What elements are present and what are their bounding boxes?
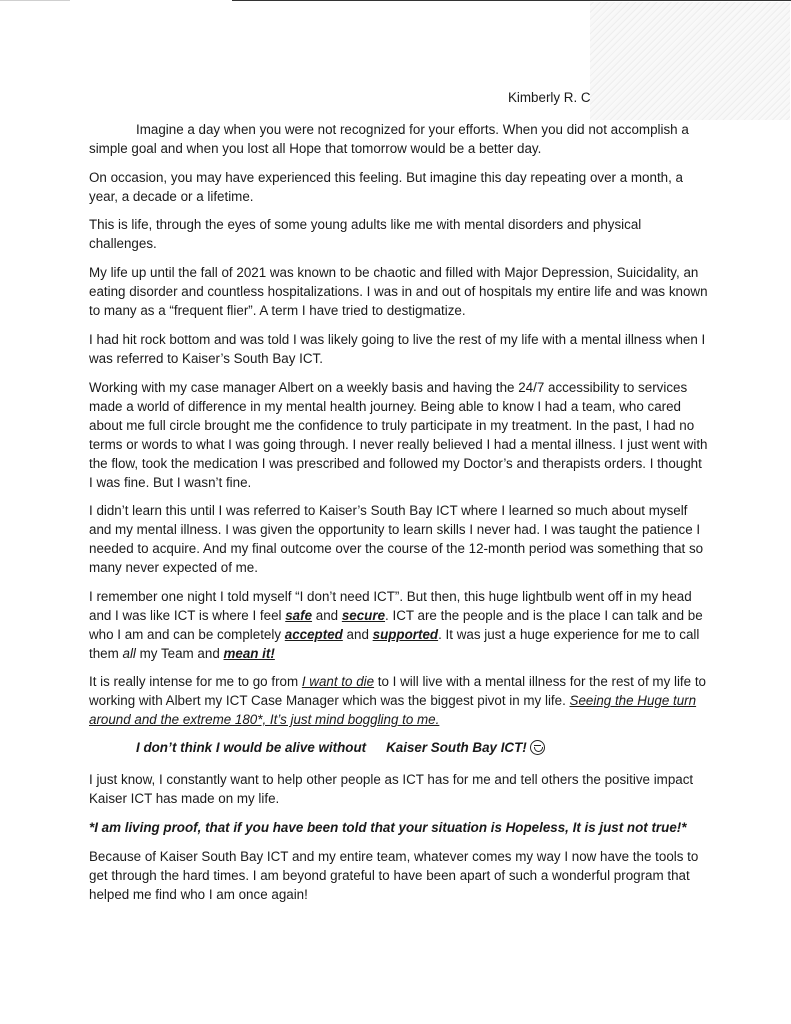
- paragraph-case-manager: Working with my case manager Albert on a weekly basis and having the 24/7 accessibility to services made a world of difference in my mental health journey. Being able to know I had a team, who cared about me full circle brought me the confidence to truly participate in my treatment. In the past, I had no terms or words to what I was going through. I never really believed I had a mental illness. I just went with the flow, took the medication I was prescribed and followed my Doctor’s and therapists orders. I thought I was fine. But I wasn’t fine.: [89, 380, 708, 490]
- paragraph-grateful: Because of Kaiser South Bay ICT and my entire team, whatever comes my way I now have the tools to get through the hard times. I am beyond grateful to have been apart of such a wonderful program that helped me find who I am once again!: [89, 849, 699, 902]
- redaction-smudge: [590, 2, 790, 120]
- paragraph-lightbulb: [89, 587, 709, 663]
- emphasis-secure: secure: [341, 608, 386, 623]
- paragraph-life: This is life, through the eyes of some young adults like me with mental disorders and physical challenges.: [89, 217, 642, 251]
- emphasis-safe: safe: [285, 608, 313, 623]
- paragraph-learning: I didn’t learn this until I was referred to Kaiser’s South Bay ICT where I learned so much about myself and my mental illness. I was given the opportunity to learn skills I never had. I was taught the patience I needed to acquire. And my final outcome over the course of the 12-month period was something that so many never expected of me.: [89, 503, 704, 575]
- emphasis-all: all: [122, 646, 136, 661]
- text-run: my Team and: [135, 646, 224, 661]
- text-run: I remember one night I told myself “I don’t need ICT”. But then, this huge lightbulb went off in my head and I was like ICT is where I feel: [89, 589, 692, 623]
- callout-line: [136, 740, 545, 755]
- text-run: . It was just a huge experience for me to call them: [89, 627, 700, 661]
- paragraph-intro: Imagine a day when you were not recognized for your efforts. When you did not accomplish a simple goal and when you lost all Hope that tomorrow would be a better day.: [89, 122, 689, 156]
- paragraph-occasion: On occasion, you may have experienced this feeling. But imagine this day repeating over a month, a year, a decade or a lifetime.: [89, 170, 683, 204]
- grinning-face-icon: [530, 740, 545, 755]
- author-name: Kimberly R. C: [508, 90, 591, 105]
- text-run: It is really intense for me to go from: [89, 674, 302, 689]
- emphasis-mean-it: mean it!: [223, 646, 275, 661]
- text-run: and: [312, 608, 342, 623]
- callout-text-a: I don’t think I would be alive without: [136, 740, 367, 755]
- callout-text-b: Kaiser South Bay ICT!: [386, 740, 527, 755]
- emphasis-accepted: accepted: [284, 627, 343, 642]
- text-run: to I will live with a mental illness for the rest of my life to working with Albert my ICT Case Manager which was the biggest pivot in my life.: [89, 674, 706, 708]
- scan-edge-mark: [0, 0, 70, 1]
- text-run: and: [342, 627, 373, 642]
- paragraph-living-proof: *I am living proof, that if you have been told that your situation is Hopeless, It is just not true!*: [89, 820, 687, 835]
- scan-top-border: [232, 0, 791, 1]
- text-run: . ICT are the people and is the place I can talk and be who I am and can be completely: [89, 608, 703, 642]
- emphasis-supported: supported: [372, 627, 439, 642]
- paragraph-rock-bottom: I had hit rock bottom and was told I was likely going to live the rest of my life with a mental illness when I was referred to Kaiser’s South Bay ICT.: [89, 332, 706, 366]
- emphasis-want-to-die: I want to die: [301, 674, 375, 689]
- paragraph-history: My life up until the fall of 2021 was known to be chaotic and filled with Major Depression, Suicidality, an eating disorder and countless hospitalizations. I was in and out of hospitals my entire life and was known to many as a “frequent flier”. A term I have tried to destigmatize.: [89, 265, 708, 318]
- paragraph-help-others: I just know, I constantly want to help other people as ICT has for me and tell others the positive impact Kaiser ICT has made on my life.: [89, 772, 694, 806]
- paragraph-pivot: [89, 672, 709, 729]
- emphasis-turnaround: Seeing the Huge turn around and the extreme 180*, It’s just mind boggling to me.: [89, 693, 697, 727]
